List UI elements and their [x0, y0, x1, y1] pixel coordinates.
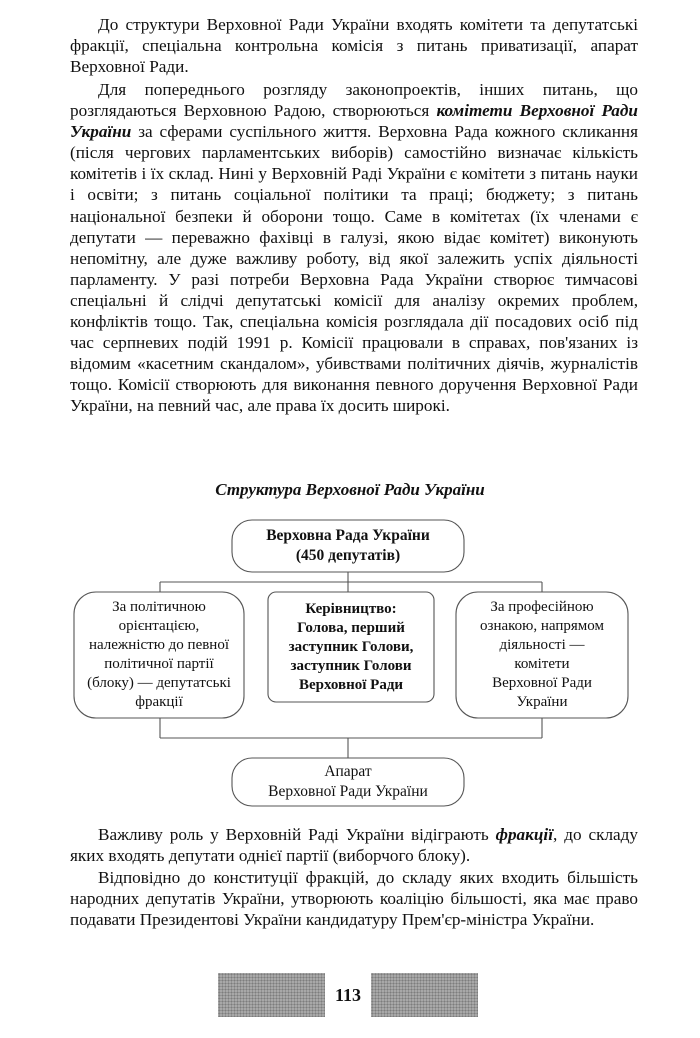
footer-band-right [371, 973, 478, 1017]
box-line: діяльності — [499, 637, 585, 653]
diagram-box-parliament [232, 520, 464, 572]
box-line: Апарат [324, 763, 372, 780]
box-line: України [516, 694, 568, 710]
diagram-box-apparatus [232, 758, 464, 806]
paragraph-committees-rest: за сферами суспільного життя. Верховна Рада кожного скликання (після чергових парламентських виборів) самостійно визначає кількість комітетів і їх склад. Нині у Верховній Раді України є комітети з питань науки і освіти; з питань соціальної політики та праці; бюджету; з питань національної безпеки й оборони тощо. Саме в комітетах (їх членами є депутати — переважно фахівці в галузі, якою відає комітет) виконують непомітну, але дуже важливу роботу, від якої залежить успіх діяльності парламенту. У разі потреби Верховна Рада України створює тимчасові спеціальні й слідчі депутатські комісії для аналізу окремих проблем, конфліктів тощо. Так, спеціальна комісія розглядала дії посадових осіб під час серпневих подій 1991 р. Комісії працювали в справах, пов'язаних із відомим «касетним скандалом», убивствами політичних діячів, журналістів тощо. Комісії створюють для виконання певного доручення Верховної Ради України, на певний час, але права їх досить широкі. [70, 122, 638, 416]
diagram-box-factions [74, 592, 244, 718]
box-line: Верховної Ради України [268, 783, 428, 800]
box-line: політичної партії [104, 656, 214, 672]
box-line: Верховна Рада України [266, 527, 430, 544]
box-line: Верховної Ради [298, 676, 404, 693]
diagram-caption: Структура Верховної Ради України [215, 480, 485, 499]
diagram-box-leadership [268, 592, 434, 702]
page-number-footer [218, 972, 478, 1018]
term-factions: фракції [495, 825, 553, 844]
box-line: Голова, перший [297, 619, 405, 636]
box-line: орієнтацією, [118, 618, 200, 634]
box-line: комітети [514, 656, 570, 672]
box-line: заступник Голови, [288, 638, 414, 655]
paragraph-factions-rest: , до складу яких входять депутати однієї партії (виборчого блоку). [70, 825, 638, 866]
box-line: заступник Голови [290, 657, 412, 674]
paragraph-committees-start: Для попереднього розгляду законопроектів, інших питань, що розглядаються Верховною Радою, створюються [70, 80, 638, 121]
box-line: (450 депутатів) [295, 547, 401, 564]
box-line: (блоку) — депутатські [87, 675, 231, 691]
box-line: За професійною [490, 599, 594, 615]
box-line: належністю до певної [88, 637, 230, 653]
term-committees: комітети Верховної Ради України [70, 101, 638, 142]
paragraph-factions-start: Важливу роль у Верховній Раді України відіграють [98, 825, 496, 844]
paragraph-structure-intro: До структури Верховної Ради України входять комітети та депутатські фракції, спеціальна контрольна комісія з питань приватизації, апарат Верховної Ради. [70, 15, 638, 77]
page-number: 113 [334, 984, 361, 1005]
box-line: ознакою, напрямом [480, 618, 604, 634]
diagram-box-committees [456, 592, 628, 718]
box-line: фракції [135, 694, 183, 710]
paragraph-coalition: Відповідно до конституції фракцій, до складу яких входить більшість народних депутатів України, утворюють коаліцію більшості, яка має право подавати Президентові України кандидатуру Прем'єр-міністра України. [70, 868, 638, 930]
paragraph-factions [70, 824, 638, 866]
box-line: За політичною [112, 599, 206, 615]
box-line: Верховної Ради [492, 675, 592, 691]
footer-band-left [218, 973, 325, 1017]
box-line: Керівництво: [305, 600, 397, 617]
